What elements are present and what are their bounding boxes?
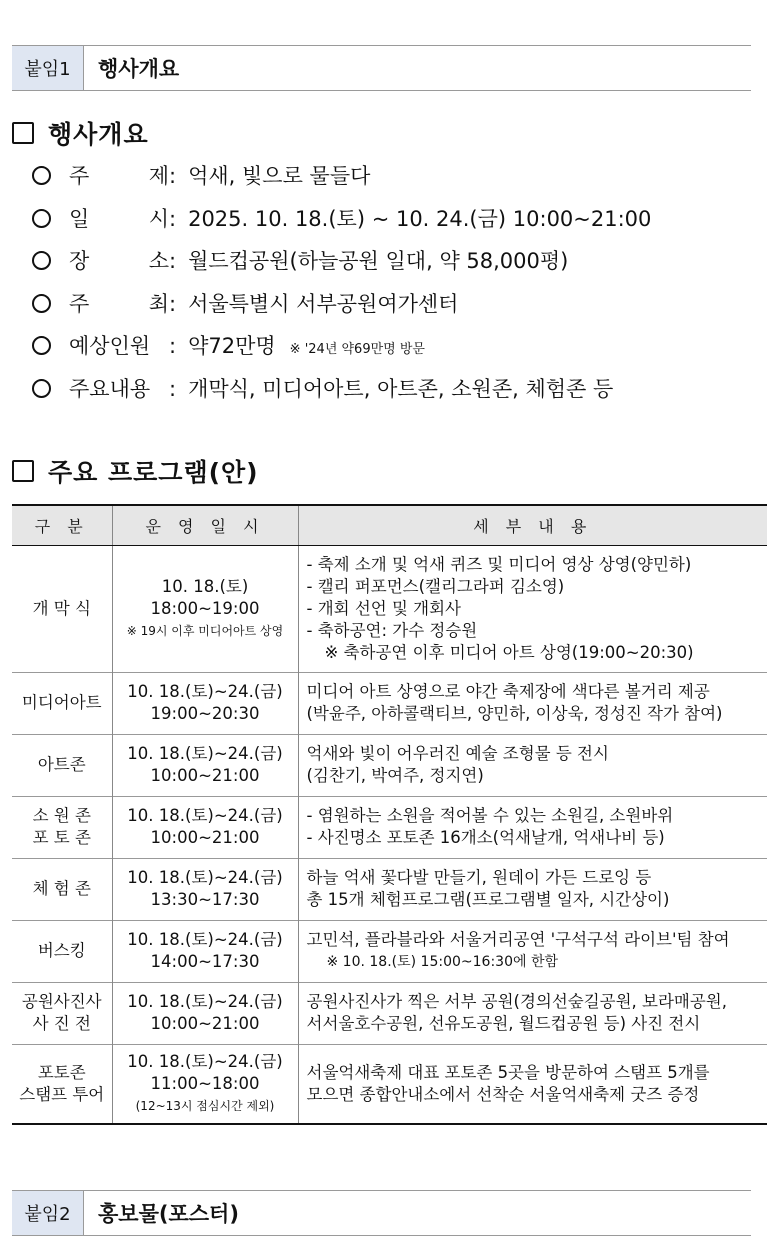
overview-item (32, 160, 651, 203)
detail-line: ※ 축하공연 이후 미디어 아트 상영(19:00~20:30) (324, 642, 694, 662)
circle-bullet-icon (32, 209, 51, 228)
circle-bullet-icon (32, 336, 51, 355)
detail-line: (박윤주, 아하콜랙티브, 양민하, 이상욱, 정성진 작가 참여) (306, 704, 723, 723)
circle-bullet-icon (32, 251, 51, 270)
schedule-time: 11:00~18:00 (150, 1073, 260, 1093)
circle-bullet-icon (32, 379, 51, 398)
row-details (298, 672, 767, 734)
detail-line: - 개회 선언 및 개회사 (306, 598, 461, 618)
category-line: 아트존 (37, 755, 86, 774)
category-line: 개 막 식 (32, 598, 91, 618)
schedule-time: 14:00~17:30 (150, 952, 260, 971)
detail-line: ※ 10. 18.(토) 15:00~16:30에 한함 (326, 954, 559, 970)
detail-line: - 축하공연: 가수 정승원 (306, 620, 478, 640)
detail-line: - 캘리 퍼포먼스(캘리그라퍼 김소영) (306, 576, 565, 596)
colon: : (169, 164, 177, 188)
detail-line: - 사진명소 포토존 16개소(억새날개, 억새나비 등) (306, 828, 665, 847)
schedule-time: 19:00~20:30 (150, 704, 260, 723)
table-row (12, 1044, 767, 1124)
row-details (298, 796, 767, 858)
detail-line: - 염원하는 소원을 적어볼 수 있는 소원길, 소원바위 (306, 806, 674, 825)
schedule-date: 10. 18.(토)~24.(금) (127, 930, 283, 949)
checkbox-icon (12, 122, 34, 144)
overview-label: 주 최 (69, 291, 169, 316)
row-category (12, 858, 112, 920)
category-line: 미디어아트 (21, 693, 102, 712)
row-schedule (112, 734, 298, 796)
section-overview-heading (12, 115, 149, 151)
row-schedule (112, 796, 298, 858)
detail-line: 미디어 아트 상영으로 야간 축제장에 색다른 볼거리 제공 (306, 682, 710, 701)
overview-note: ※ '24년 약69만명 방문 (289, 342, 425, 357)
table-row (12, 734, 767, 796)
table-row (12, 796, 767, 858)
row-details (298, 545, 767, 672)
schedule-time: 18:00~19:00 (150, 598, 260, 618)
table-row (12, 545, 767, 672)
colon: : (169, 376, 177, 401)
detail-line: 억새와 빛이 어우러진 예술 조형물 등 전시 (306, 744, 609, 763)
detail-line: 서울억새축제 대표 포토존 5곳을 방문하여 스탬프 5개를 (306, 1062, 710, 1082)
row-category (12, 545, 112, 672)
schedule-note: ※ 19시 이후 미디어아트 상영 (126, 623, 284, 638)
category-line: 소 원 존 (32, 806, 91, 825)
category-line: 공원사진사 (21, 992, 102, 1011)
row-details (298, 920, 767, 982)
schedule-date: 10. 18.(토)~24.(금) (127, 868, 283, 887)
attachment2-label: 붙임2 (12, 1191, 84, 1235)
overview-value: 약72만명 (188, 334, 276, 358)
overview-item (32, 245, 651, 288)
row-category (12, 1044, 112, 1124)
table-row (12, 982, 767, 1044)
overview-label: 장 소 (69, 249, 169, 273)
detail-line: 서서울호수공원, 선유도공원, 월드컵공원 등) 사진 전시 (306, 1014, 701, 1033)
row-details (298, 982, 767, 1044)
schedule-time: 10:00~21:00 (150, 828, 260, 847)
schedule-date: 10. 18.(토)~24.(금) (127, 1051, 283, 1071)
category-line: 스탬프 투어 (19, 1084, 105, 1104)
overview-label: 주요내용 (69, 376, 151, 401)
header-category: 구 분 (12, 505, 112, 545)
row-schedule (112, 545, 298, 672)
schedule-time: 10:00~21:00 (150, 1014, 260, 1033)
row-schedule (112, 858, 298, 920)
row-details (298, 858, 767, 920)
row-schedule (112, 982, 298, 1044)
circle-bullet-icon (32, 166, 51, 185)
overview-item (32, 373, 651, 416)
schedule-date: 10. 18.(토)~24.(금) (127, 682, 283, 701)
row-category (12, 920, 112, 982)
attachment1-header (12, 45, 751, 91)
detail-line: 모으면 종합안내소에서 선착순 서울억새축제 굿즈 증정 (306, 1084, 700, 1104)
attachment1-title: 행사개요 (98, 57, 180, 81)
detail-line: (김찬기, 박여주, 정지연) (306, 766, 484, 785)
section-program-heading (12, 453, 259, 489)
overview-item (32, 288, 651, 331)
overview-label: 예상인원 (69, 334, 151, 358)
overview-label: 일 시 (69, 206, 169, 231)
schedule-note: (12~13시 점심시간 제외) (135, 1098, 275, 1113)
row-details (298, 1044, 767, 1124)
row-schedule (112, 1044, 298, 1124)
row-category (12, 734, 112, 796)
program-table (12, 504, 767, 1125)
detail-line: 공원사진사가 찍은 서부 공원(경의선숲길공원, 보라매공원, (306, 992, 727, 1011)
category-line: 체 험 존 (32, 879, 91, 898)
row-details (298, 734, 767, 796)
table-row (12, 920, 767, 982)
checkbox-icon (12, 460, 34, 482)
colon: : (169, 334, 177, 358)
schedule-date: 10. 18.(토)~24.(금) (127, 744, 283, 763)
detail-line: 하늘 억새 꽃다발 만들기, 원데이 가든 드로잉 등 (306, 868, 652, 887)
circle-bullet-icon (32, 294, 51, 313)
schedule-date: 10. 18.(토) (161, 576, 249, 596)
overview-value: 서울특별시 서부공원여가센터 (188, 291, 459, 316)
category-line: 버스킹 (37, 941, 86, 960)
overview-value: 월드컵공원(하늘공원 일대, 약 58,000평) (188, 249, 569, 273)
category-line: 포토존 (37, 1062, 86, 1082)
category-line: 사 진 전 (32, 1014, 91, 1033)
overview-value: 개막식, 미디어아트, 아트존, 소원존, 체험존 등 (188, 376, 614, 401)
overview-value: 억새, 빛으로 물들다 (188, 164, 371, 188)
colon: : (169, 206, 177, 231)
schedule-date: 10. 18.(토)~24.(금) (127, 806, 283, 825)
schedule-time: 13:30~17:30 (150, 890, 260, 909)
row-category (12, 982, 112, 1044)
header-details: 세 부 내 용 (298, 505, 767, 545)
row-schedule (112, 672, 298, 734)
overview-value: 2025. 10. 18.(토) ~ 10. 24.(금) 10:00~21:00 (188, 206, 652, 231)
attachment2-title: 홍보물(포스터) (98, 1202, 239, 1226)
overview-item (32, 203, 651, 246)
detail-line: - 축제 소개 및 억새 퀴즈 및 미디어 영상 상영(양민하) (306, 554, 692, 574)
table-row (12, 858, 767, 920)
schedule-date: 10. 18.(토)~24.(금) (127, 992, 283, 1011)
row-category (12, 796, 112, 858)
section-program-title: 주요 프로그램(안) (48, 458, 259, 487)
schedule-time: 10:00~21:00 (150, 766, 260, 785)
category-line: 포 토 존 (32, 828, 91, 847)
colon: : (169, 249, 177, 273)
row-schedule (112, 920, 298, 982)
section-overview-title: 행사개요 (48, 120, 149, 149)
overview-label: 주 제 (69, 164, 169, 188)
overview-list (32, 160, 651, 415)
detail-line: 고민석, 플라블라와 서울거리공연 '구석구석 라이브'팀 참여 (306, 930, 730, 949)
header-schedule: 운 영 일 시 (112, 505, 298, 545)
detail-line: 총 15개 체험프로그램(프로그램별 일자, 시간상이) (306, 890, 670, 909)
table-header-row (12, 505, 767, 545)
attachment2-header (12, 1190, 751, 1236)
attachment1-label: 붙임1 (12, 46, 84, 90)
colon: : (169, 291, 177, 316)
row-category (12, 672, 112, 734)
table-row (12, 672, 767, 734)
overview-item (32, 330, 651, 373)
